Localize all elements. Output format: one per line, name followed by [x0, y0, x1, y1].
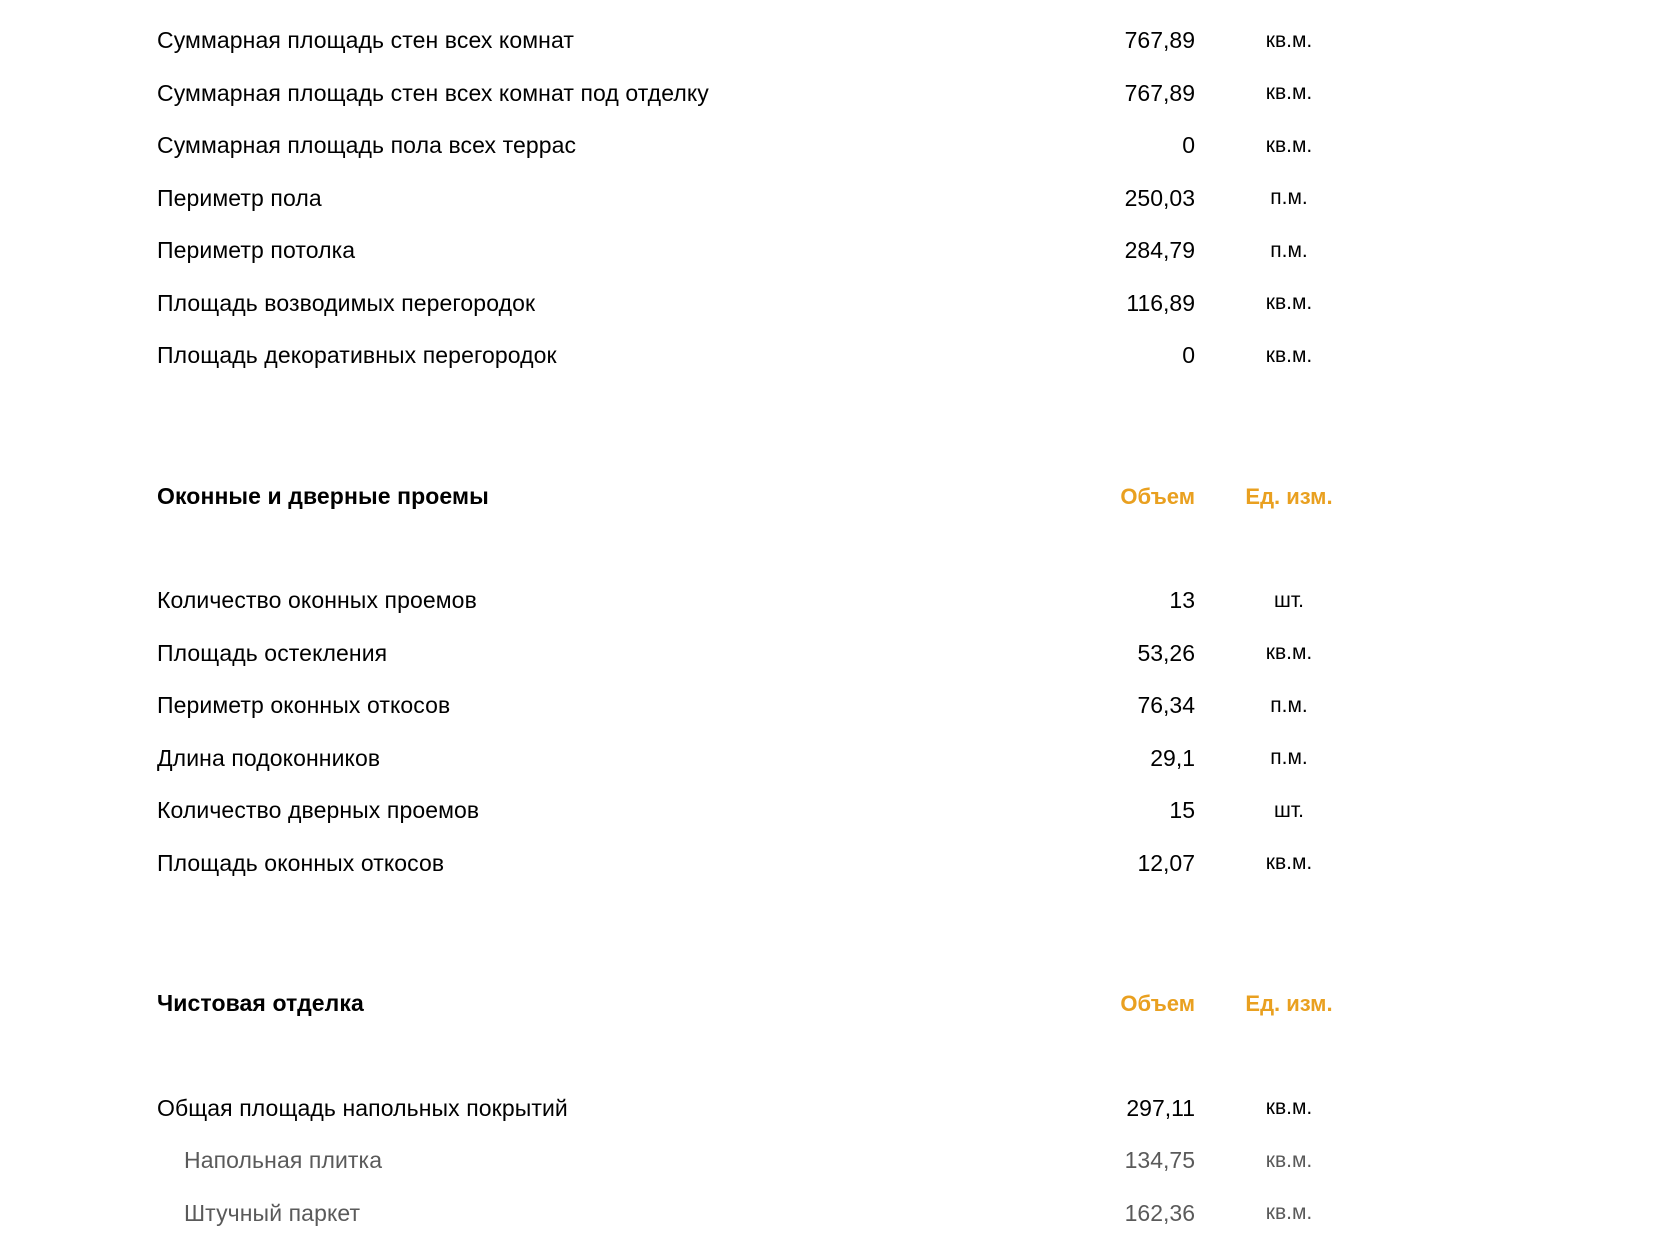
table-row [157, 120, 1654, 173]
row-unit: кв.м. [1265, 1201, 1313, 1225]
row-unit: п.м. [1270, 238, 1308, 262]
section-title: Чистовая отделка [157, 990, 364, 1017]
row-label: Общая площадь напольных покрытий [157, 1094, 568, 1121]
row-label: Длина подоконников [157, 744, 381, 771]
row-value: 13 [1169, 587, 1195, 614]
row-label: Периметр оконных откосов [157, 692, 451, 719]
table-row [157, 680, 1654, 733]
row-value: 297,11 [1126, 1094, 1195, 1121]
row-unit: шт. [1274, 798, 1304, 822]
row-unit: кв.м. [1265, 641, 1313, 665]
row-unit: кв.м. [1265, 28, 1313, 52]
row-unit: кв.м. [1265, 291, 1313, 315]
header-gap [0, 523, 1654, 575]
row-value: 284,79 [1124, 237, 1195, 264]
sub-item-label: Штучный паркет [184, 1199, 361, 1226]
row-unit: шт. [1274, 588, 1304, 612]
row-label: Площадь декоративных перегородок [157, 342, 557, 369]
table-row [157, 330, 1654, 383]
table-row [157, 785, 1654, 838]
row-value: 0 [1182, 342, 1195, 369]
row-value: 12,07 [1137, 849, 1195, 876]
table-row [157, 837, 1654, 890]
row-label: Периметр пола [157, 184, 322, 211]
row-value: 76,34 [1137, 692, 1195, 719]
row-value: 250,03 [1124, 184, 1195, 211]
row-value: 116,89 [1126, 289, 1195, 316]
section-title: Оконные и дверные проемы [157, 482, 489, 509]
row-unit: кв.м. [1265, 81, 1313, 105]
sub-item-label: Напольная плитка [184, 1147, 383, 1174]
row-unit: кв.м. [1265, 1148, 1313, 1172]
table-row [157, 225, 1654, 278]
row-value: 0 [1182, 132, 1195, 159]
table-row [157, 67, 1654, 120]
row-value: 29,1 [1150, 744, 1195, 771]
row-unit: п.м. [1270, 186, 1308, 210]
table-row [157, 1135, 1654, 1188]
table-row [157, 15, 1654, 68]
row-value: 767,89 [1124, 27, 1195, 54]
volume-column-header: Объем [1120, 483, 1195, 509]
row-unit: кв.м. [1265, 1096, 1313, 1120]
table-row [157, 1082, 1654, 1135]
row-label: Площадь оконных откосов [157, 849, 445, 876]
table-row [157, 0, 1654, 15]
header-gap [0, 1030, 1654, 1082]
row-value: 134,75 [1124, 1147, 1195, 1174]
volume-column-header: Объем [1120, 991, 1195, 1016]
unit-column-header: Ед. изм. [1245, 991, 1333, 1016]
table-row [157, 732, 1654, 785]
row-label: Площадь возводимых перегородок [157, 289, 536, 316]
row-label: Суммарная площадь стен всех комнат [157, 27, 574, 54]
block-spacer [0, 890, 1654, 978]
row-unit: кв.м. [1265, 851, 1313, 875]
row-value: 162,36 [1124, 1199, 1195, 1226]
row-unit: кв.м. [1265, 133, 1313, 157]
table-row [157, 1187, 1654, 1240]
row-label: Количество оконных проемов [157, 587, 477, 614]
row-unit: п.м. [1270, 693, 1308, 717]
table-row [157, 575, 1654, 628]
row-value: 767,89 [1124, 79, 1195, 106]
unit-column-header: Ед. изм. [1245, 483, 1333, 509]
row-unit: кв.м. [1265, 343, 1313, 367]
table-row [157, 172, 1654, 225]
row-label: Суммарная площадь стен всех комнат под отделку [157, 79, 709, 106]
table-row [157, 277, 1654, 330]
row-value: 15 [1169, 797, 1195, 824]
row-value: 53,26 [1137, 639, 1195, 666]
section-header-row [157, 978, 1654, 1031]
row-label: Суммарная площадь пола всех террас [157, 132, 577, 159]
row-label: Периметр потолка [157, 237, 356, 264]
row-unit: п.м. [1270, 746, 1308, 770]
section-header-row [157, 470, 1654, 523]
row-label: Площадь остекления [157, 639, 388, 666]
table-row [157, 627, 1654, 680]
row-label: Количество дверных проемов [157, 797, 480, 824]
block-spacer [0, 382, 1654, 470]
